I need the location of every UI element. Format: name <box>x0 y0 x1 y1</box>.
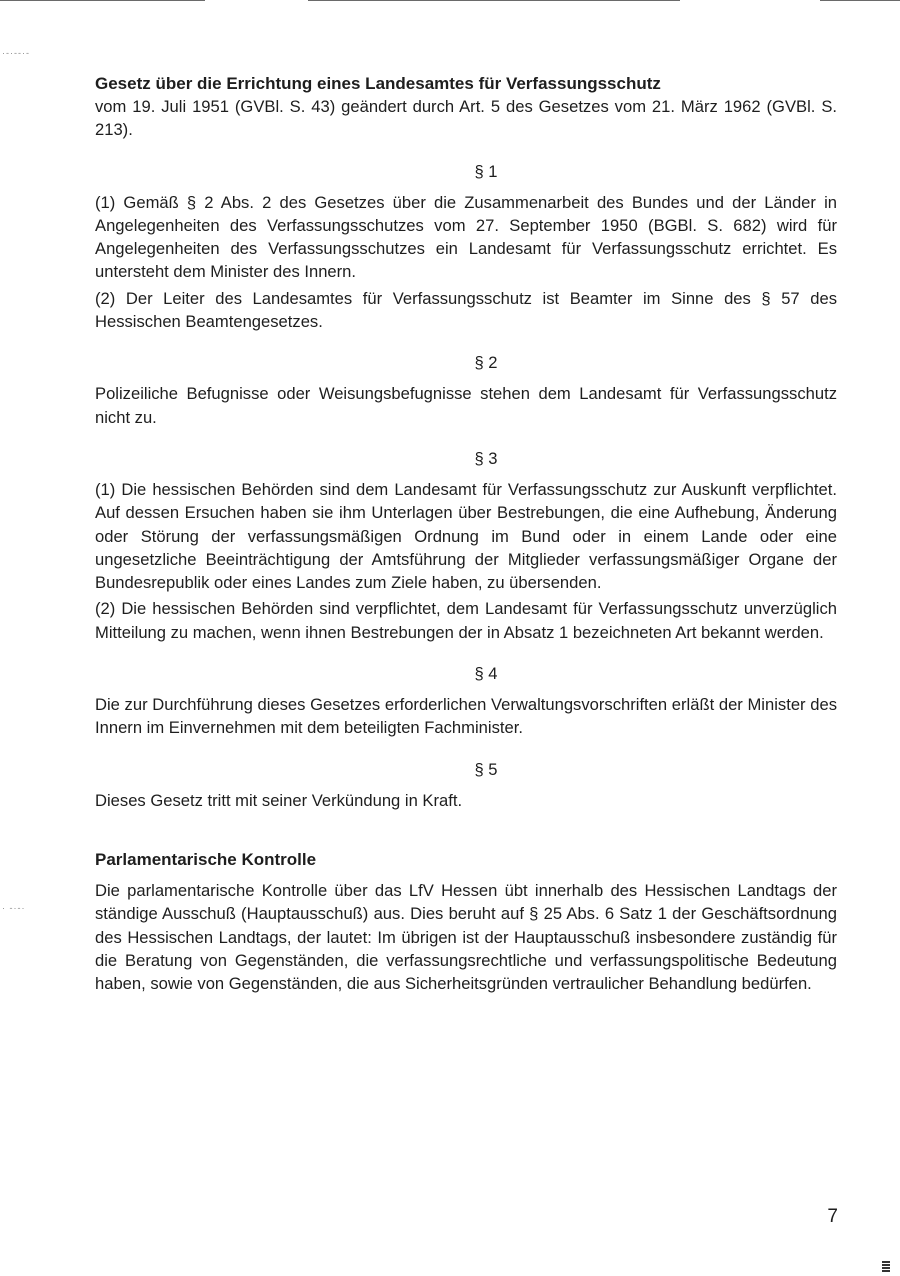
section-mark: § 1 <box>474 161 498 181</box>
scan-corner-mark <box>882 1260 890 1272</box>
document-page <box>95 72 837 995</box>
section-mark: § 4 <box>474 664 498 684</box>
document-title: Gesetz über die Errichtung eines Landesamtes für Verfassungsschutz <box>95 74 661 93</box>
section-paragraph: Polizeiliche Befugnisse oder Weisungsbefugnisse stehen dem Landesamt für Verfassungsschutz nicht zu. <box>95 384 837 427</box>
control-heading: Parlamentarische Kontrolle <box>95 849 317 869</box>
page-number: 7 <box>827 1206 838 1227</box>
section-paragraph: (1) Gemäß § 2 Abs. 2 des Gesetzes über die Zusammenarbeit des Bundes und der Länder in Angelegenheiten des Verfassungsschutzes vom 27. September 1950 (BGBl. S. 682) wird für Angelegenheiten des Verfassungsschutzes ein Landesamt für Verfassungsschutz errichtet. Es untersteht dem Minister des Innern. <box>95 192 837 282</box>
section-3 <box>95 447 837 644</box>
section-paragraph: (1) Die hessischen Behörden sind dem Landesamt für Verfassungsschutz zur Auskunft verpflichtet. Auf dessen Ersuchen haben sie ihm Unterlagen über Bestrebungen, die eine Aufhebung, Änderung oder Störung der verfassungsmäßigen Ordnung im Bund oder in einem Lande oder eine ungesetzliche Beeinträchtigung der Amtsführung der Mitglieder verfassungsmäßiger Organe der Bundesrepublik oder eines Landes zum Ziele haben, zu übersenden. <box>95 479 837 593</box>
scan-top-line-left <box>0 0 205 1</box>
section-1 <box>95 160 837 334</box>
scan-top-line-right <box>820 0 900 1</box>
scan-speck: · -·-· <box>2 903 26 913</box>
section-paragraph: Dieses Gesetz tritt mit seiner Verkündung in Kraft. <box>95 790 463 810</box>
section-2 <box>95 351 837 429</box>
section-paragraph: (2) Die hessischen Behörden sind verpflichtet, dem Landesamt für Verfassungsschutz unverzüglich Mitteilung zu machen, wenn ihnen Bestrebungen der in Absatz 1 bezeichneten Art bekannt werden. <box>95 599 837 642</box>
document-intro: vom 19. Juli 1951 (GVBl. S. 43) geändert durch Art. 5 des Gesetzes vom 21. März 1962 (GVBl. S. 213). <box>95 97 837 140</box>
section-paragraph: (2) Der Leiter des Landesamtes für Verfassungsschutz ist Beamter im Sinne des § 57 des Hessischen Beamtengesetzes. <box>95 288 837 332</box>
scan-top-line-center <box>308 0 680 1</box>
scan-speck: ·-·--·- <box>2 48 30 58</box>
section-4 <box>95 662 837 740</box>
section-mark: § 3 <box>474 448 498 468</box>
section-5 <box>95 758 837 812</box>
section-mark: § 2 <box>474 353 498 373</box>
control-text: Die parlamentarische Kontrolle über das LfV Hessen übt innerhalb des Hessischen Landtags der ständige Ausschuß (Hauptausschuß) aus. Dies beruht auf § 25 Abs. 6 Satz 1 der Geschäftsordnung des Hessischen Landtags, der lautet: Im übrigen ist der Hauptausschuß insbesondere zuständig für die Beratung von Gegenständen, die verfassungsrechtliche und verfassungspolitische Bedeutung haben, sowie von Gegenständen, die aus Sicherheitsgründen vertraulicher Behandlung bedürfen. <box>95 880 837 994</box>
section-paragraph: Die zur Durchführung dieses Gesetzes erforderlichen Verwaltungsvorschriften erläßt der Minister des Innern im Einvernehmen mit dem beteiligten Fachminister. <box>95 695 837 738</box>
section-mark: § 5 <box>474 759 498 779</box>
